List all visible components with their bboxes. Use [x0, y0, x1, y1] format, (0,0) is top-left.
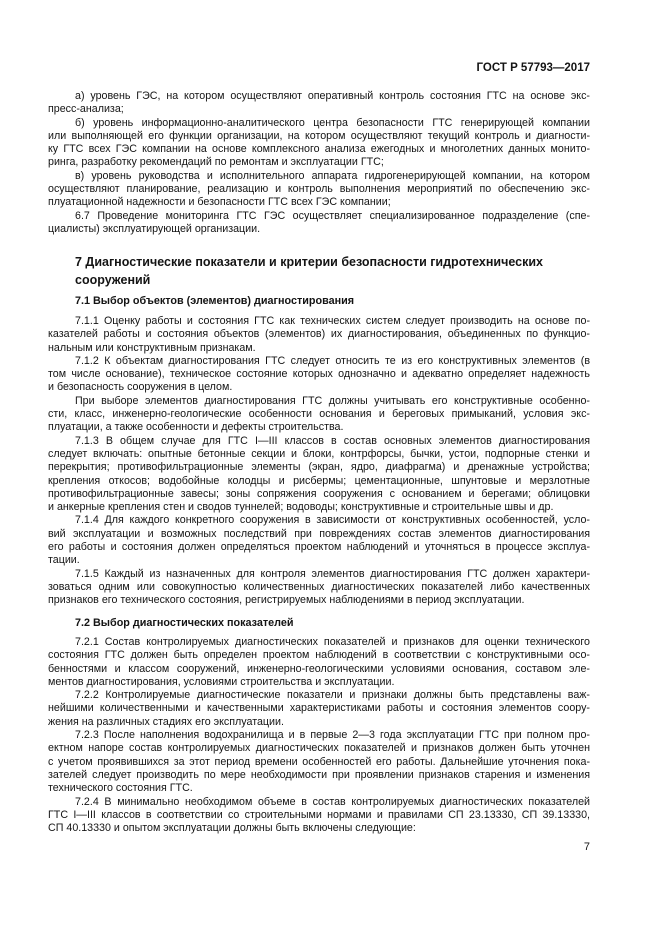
subsection-7-1-body: [48, 315, 590, 608]
text-line: вий эксплуатации и возможных последствий при повреждениях состав элементов диагностирования: [48, 527, 590, 540]
text-line: пресс-анализа;: [48, 103, 124, 116]
text-line: 7.2.4 В минимально необходимом объеме в состав контролируемых диагностических показателей: [75, 795, 590, 808]
text-line: тации.: [48, 554, 80, 567]
text-line: 7.2.3 После наполнения водохранилища и в первые 2—3 года эксплуатации ГТС при полном про-: [75, 729, 590, 742]
clause-7-1-2-continued: [48, 395, 590, 435]
text-line: состояния ГТС должен быть определен проектом наблюдений в соответствии с конструктивными осо-: [48, 649, 590, 662]
text-line: При выборе элементов диагностирования ГТС должны учитывать его конструктивные особенно-: [75, 394, 590, 407]
text-line: с учетом проявившихся за этот период времени особенностей его работы. Дальнейшие уточнения пока-: [48, 755, 590, 768]
text-line: бенностями и классом сооружений, инженерно-геологическими условиями основания, составом эле-: [48, 662, 590, 675]
text-line: ГТС I—III классов в соответствии со строительными нормами и правилами СП 23.13330, СП 39.13330,: [48, 808, 590, 821]
text-line: 7.1.1 Оценку работы и состояния ГТС как технических систем следует производить на основе по-: [75, 315, 590, 327]
clause-7-2-4: [48, 796, 590, 836]
clause-7-2-3: [48, 729, 590, 795]
section-title-line: сооружений: [75, 273, 151, 287]
subsection-7-1-title: 7.1 Выбор объектов (элементов) диагностирования: [75, 295, 355, 307]
clause-7-1-3: [48, 435, 590, 515]
text-line: ментов диагностирования, условиями строительства и эксплуатации.: [48, 675, 395, 688]
text-line: нальным или конструктивным признакам.: [48, 341, 256, 354]
text-line: 7.2.1 Состав контролируемых диагностических показателей и признаков для оценки технического: [75, 636, 590, 648]
text-line: том числе основание), техническое состояние которых однозначно и адекватно определяет надежность: [48, 368, 590, 381]
text-line: и безопасность сооружения в целом.: [48, 381, 233, 394]
intro-text: [48, 90, 590, 236]
text-line: циалисты) эксплуатирующей организации.: [48, 222, 261, 235]
text-line: технического состояния ГТС.: [48, 782, 193, 795]
section-title-line: 7 Диагностические показатели и критерии безопасности гидротехнических: [75, 255, 543, 269]
text-line: сти, класс, инженерно-геологические особенности основания и береговых примыканий, условия экс-: [48, 408, 590, 421]
text-line: 7.2.2 Контролируемые диагностические показатели и признаки должны быть представлены важ-: [75, 689, 590, 702]
page-number: 7: [583, 841, 590, 853]
subsection-7-2-body: [48, 636, 590, 835]
list-item-b: [48, 117, 590, 170]
text-line: в) уровень руководства и исполнительного аппарата гидрогенерирующей компании, на котором: [75, 169, 590, 182]
clause-7-2-2: [48, 689, 590, 729]
text-line: зателей следует производить по мере необходимости при проявлении признаков старения и изменения: [48, 768, 590, 781]
text-line: зоваться одним или совокупностью количественных диагностических показателей либо качественных: [48, 580, 590, 593]
text-line: 7.1.5 Каждый из назначенных для контроля элементов диагностирования ГТС должен характери-: [75, 567, 590, 580]
clause-6-7: [48, 210, 590, 237]
text-line: плуатационной надежности и безопасности ГТС всех ГЭС компании;: [48, 196, 391, 209]
text-line: противофильтрационные завесы; зоны сопряжения сооружения с основанием и берегами; облицовки: [48, 487, 590, 500]
text-line: осуществляют планирование, реализацию и контроль выполнения мероприятий по обеспечению экс-: [48, 183, 590, 196]
clause-7-2-1: [48, 636, 590, 689]
section-7-title: [75, 253, 590, 289]
text-line: признаков его технического состояния, регистрируемых наблюдениями в период эксплуатации.: [48, 594, 525, 607]
clause-7-1-5: [48, 568, 590, 608]
text-line: нейшими количественными и качественными характеристиками работы и состояния элементов соору-: [48, 702, 590, 715]
text-line: 6.7 Проведение мониторинга ГТС ГЭС осуществляет специализированное подразделение (спе-: [75, 209, 590, 222]
list-item-a: [48, 90, 590, 117]
text-line: следует включать: опытные бетонные секции и блоки, контрфорсы, бычки, устои, подпорные стенки и: [48, 447, 590, 460]
clause-7-1-4: [48, 514, 590, 567]
text-line: 7.1.4 Для каждого конкретного сооружения в зависимости от конструктивных особенностей, усло-: [75, 514, 590, 527]
standard-code-header: ГОСТ Р 57793—2017: [476, 62, 590, 74]
text-line: ку ГТС всех ГЭС компании на основе комплексного анализа ежегодных и многолетних данных монито-: [48, 143, 590, 156]
clause-7-1-1: [48, 315, 590, 355]
text-line: казателей работы и состояния объектов (элементов) их диагностирования, объединенных по функцио-: [48, 328, 590, 341]
text-line: ектном напоре состав контролируемых диагностических показателей и признаков должен быть уточнен: [48, 742, 590, 755]
text-line: 7.1.2 К объектам диагностирования ГТС следует относить те из его конструктивных элементов (в: [75, 354, 590, 367]
text-line: жения на различных стадиях его эксплуатации.: [48, 715, 284, 728]
text-line: его работы и состояния должен определяться проектом наблюдений и уточняться в процессе эксплуа-: [48, 541, 590, 554]
text-line: ринга, разработку рекомендаций по ремонтам и эксплуатации ГТС;: [48, 156, 384, 169]
text-line: б) уровень информационно-аналитического центра безопасности ГТС генерирующей компании: [75, 116, 590, 129]
text-line: перекрытия; противофильтрационные элементы (экран, ядро, диафрагма) и дренажные устройства;: [48, 461, 590, 474]
clause-7-1-2: [48, 355, 590, 395]
text-line: СП 40.13330 и опытом эксплуатации должны быть включены следующие:: [48, 822, 416, 835]
text-line: 7.1.3 В общем случае для ГТС I—III классов в состав основных элементов диагностирования: [75, 434, 590, 447]
text-line: крепления откосов; водобойные колодцы и рисбермы; цементационные, шпунтовые и мерзлотные: [48, 474, 590, 487]
list-item-c: [48, 170, 590, 210]
subsection-7-2-title: 7.2 Выбор диагностических показателей: [75, 617, 294, 629]
text-line: или выполняющей его функции организации, на котором осуществляют текущий контроль и диагности-: [48, 129, 590, 142]
text-line: и анкерные крепления стен и сводов туннелей; водоводы; конструктивные и строительные швы и др.: [48, 501, 554, 514]
text-line: а) уровень ГЭС, на котором осуществляют оперативный контроль состояния ГТС на основе экс-: [75, 90, 590, 102]
text-line: плуатации, а также особенности и дефекты строительства.: [48, 421, 344, 434]
